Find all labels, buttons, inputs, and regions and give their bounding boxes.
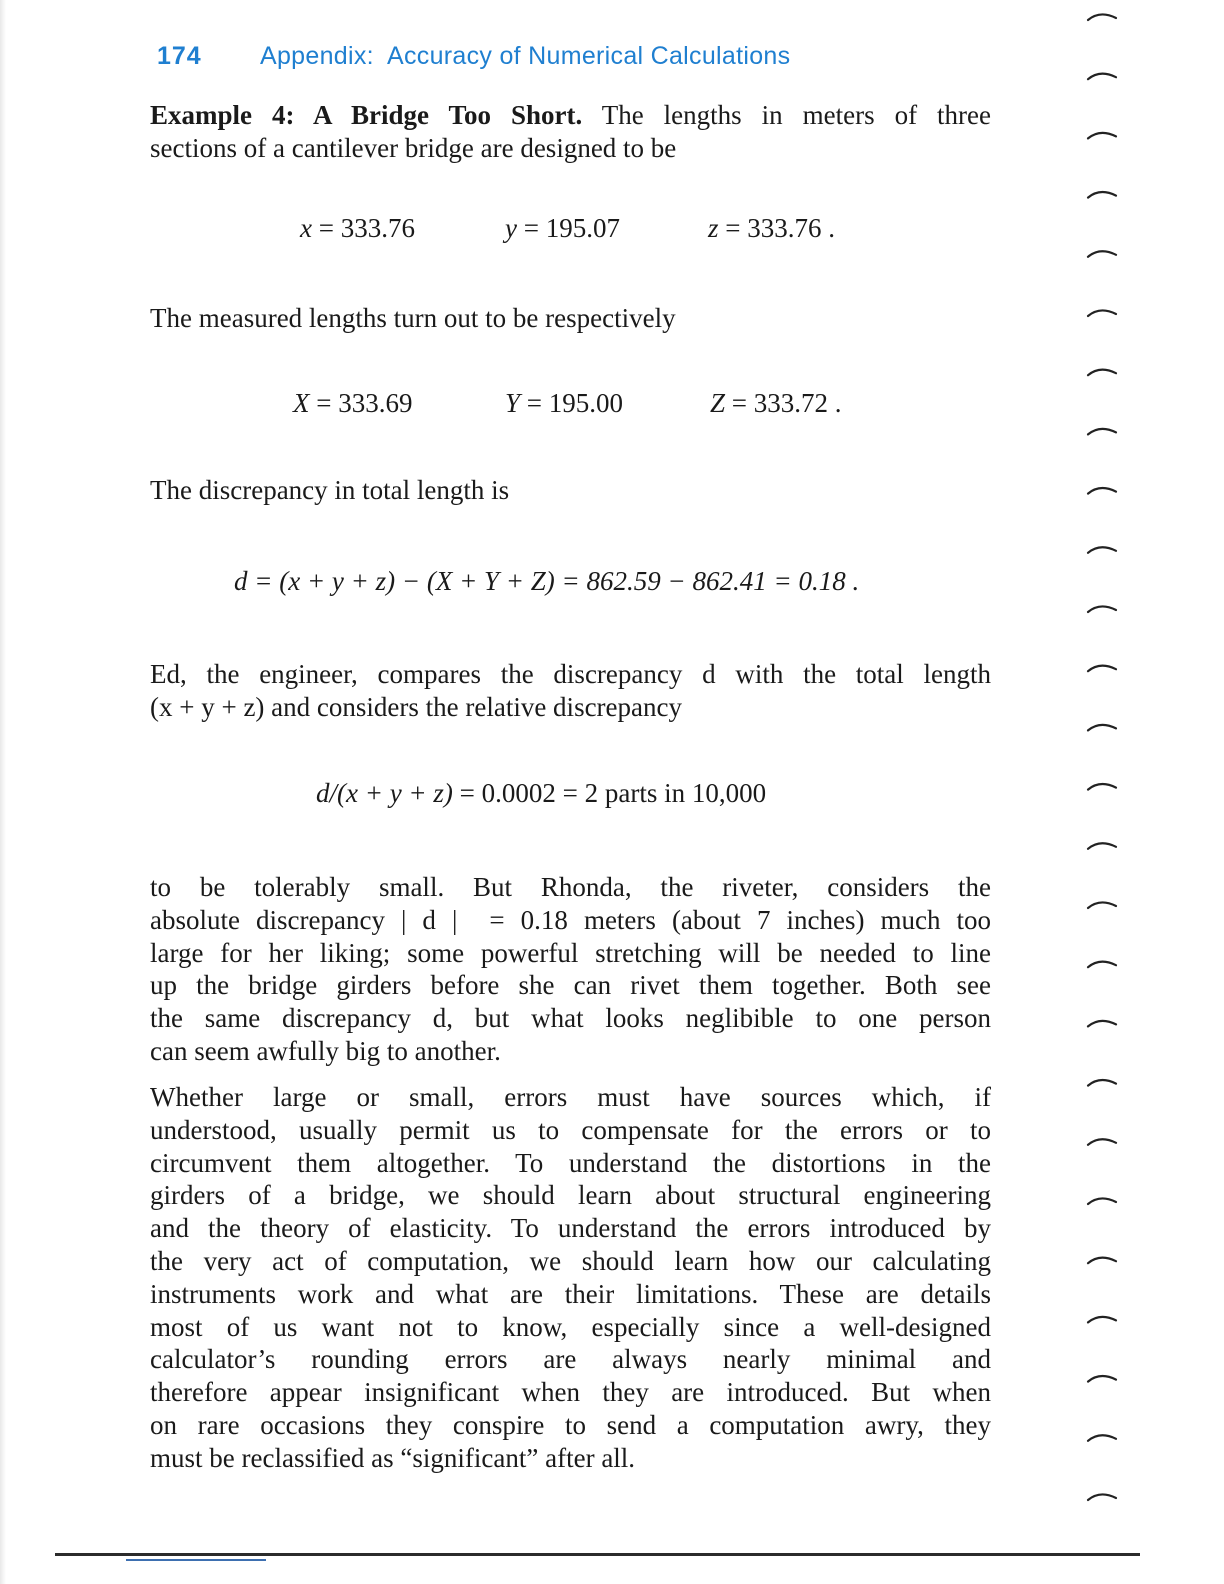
measured-lengths-equation [0,388,1224,422]
ed-paragraph [150,658,991,724]
measured-Y [505,388,623,419]
binding-ring-mark [1088,251,1116,257]
binding-ring-mark [1088,1258,1116,1264]
binding-ring-mark [1088,74,1116,80]
rhonda-line-5: the same discrepancy d, but what looks neglibible to one person [150,1003,991,1034]
whether-line-3: circumvent them altogether. To understand the distortions in the [150,1147,991,1178]
whether-line-9: calculator’s rounding errors are always nearly minimal and [150,1344,991,1375]
binding-ring-mark [1088,725,1116,731]
binding-ring-mark [1088,1435,1116,1441]
binding-ring-mark [1088,606,1116,612]
binding-ring-mark [1088,488,1116,494]
binding-ring-mark [1088,1198,1116,1204]
spiral-binding [1080,0,1140,1584]
discrepancy-intro-text: The discrepancy in total length is [150,475,510,505]
whether-line-1: Whether large or small, errors must have sources which, if [150,1082,991,1112]
binding-ring-mark [1088,310,1116,316]
value-z: = 333.76 . [718,213,835,243]
binding-ring-mark [1088,1080,1116,1086]
whether-line-10: therefore appear insignificant when they are introduced. But when [150,1377,991,1408]
binding-ring-mark [1088,784,1116,790]
designed-x [300,213,415,244]
binding-ring-mark [1088,1021,1116,1027]
binding-ring-mark [1088,192,1116,198]
relative-discrepancy-equation [316,778,766,809]
example-intro-line-1 [150,99,991,132]
whether-line-8: most of us want not to know, especially since a well-designed [150,1311,991,1342]
binding-ring-mark [1088,843,1116,849]
binding-ring-mark [1088,133,1116,139]
binding-ring-mark [1088,429,1116,435]
binding-ring-mark [1088,962,1116,968]
running-title: Appendix: Accuracy of Numerical Calculations [260,42,791,70]
binding-ring-mark [1088,1494,1116,1500]
page-number: 174 [157,42,202,70]
binding-ring-mark [1088,547,1116,553]
whether-line-5: and the theory of elasticity. To understand the errors introduced by [150,1213,991,1244]
example-heading: Example 4: A Bridge Too Short. [150,100,583,130]
var-Y: Y [505,388,521,418]
measured-Z [710,388,842,419]
binding-ring-mark [1088,1317,1116,1323]
binding-ring-mark [1088,1139,1116,1145]
var-X: X [293,388,310,418]
rhonda-paragraph [150,871,991,1068]
measured-intro-text: The measured lengths turn out to be respectively [150,303,676,333]
example-intro-paragraph [150,99,991,165]
whether-line-7: instruments work and what are their limitations. These are details [150,1278,991,1309]
rhonda-line-1: to be tolerably small. But Rhonda, the riveter, considers the [150,872,991,902]
measured-X [293,388,412,419]
discrepancy-equation [234,566,859,597]
binding-ring-mark [1088,370,1116,376]
relative-lhs: d/(x + y + z) [316,778,453,808]
binding-ring-mark [1088,666,1116,672]
binding-ring-mark [1088,1376,1116,1382]
bottom-edge-line [55,1553,1140,1556]
var-y: y [505,213,517,243]
binding-ring-mark [1088,902,1116,908]
value-x: = 333.76 [311,213,415,243]
whether-line-12: must be reclassified as “significant” after all. [150,1442,636,1473]
value-X: = 333.69 [309,388,413,418]
ed-line-2: (x + y + z) and considers the relative discrepancy [150,691,682,722]
example-intro-line-2: sections of a cantilever bridge are designed to be [150,132,677,163]
running-header [157,42,791,71]
var-x: x [300,213,312,243]
designed-y [505,213,620,244]
designed-lengths-equation [0,213,1224,247]
var-d: d [234,566,248,596]
discrepancy-intro [150,474,991,507]
value-Y: = 195.00 [520,388,624,418]
whether-line-11: on rare occasions they conspire to send a computation awry, they [150,1409,991,1440]
relative-rhs: = 0.0002 = 2 parts in 10,000 [452,778,767,808]
whether-line-2: understood, usually permit us to compensate for the errors or to [150,1114,991,1145]
bottom-edge-accent [126,1559,266,1561]
rhonda-line-4: up the bridge girders before she can rivet them together. Both see [150,970,991,1001]
var-Z: Z [710,388,726,418]
value-y: = 195.07 [516,213,620,243]
whether-line-4: girders of a bridge, we should learn about structural engineering [150,1180,991,1211]
ed-line-1: Ed, the engineer, compares the discrepancy d with the total length [150,659,991,689]
whether-line-6: the very act of computation, we should learn how our calculating [150,1245,991,1276]
measured-intro [150,302,991,335]
var-z: z [708,213,719,243]
whether-paragraph [150,1081,991,1475]
rhonda-line-6: can seem awfully big to another. [150,1035,501,1066]
designed-z [708,213,835,244]
binding-ring-mark [1088,14,1116,20]
discrepancy-expression: = (x + y + z) − (X + Y + Z) = 862.59 − 862.41 = 0.18 . [247,566,860,596]
value-Z: = 333.72 . [725,388,842,418]
example-intro-rest: The lengths in meters of three [582,100,992,130]
rhonda-line-2: absolute discrepancy | d | = 0.18 meters (about 7 inches) much too [150,904,991,935]
rhonda-line-3: large for her liking; some powerful stretching will be needed to line [150,937,991,968]
